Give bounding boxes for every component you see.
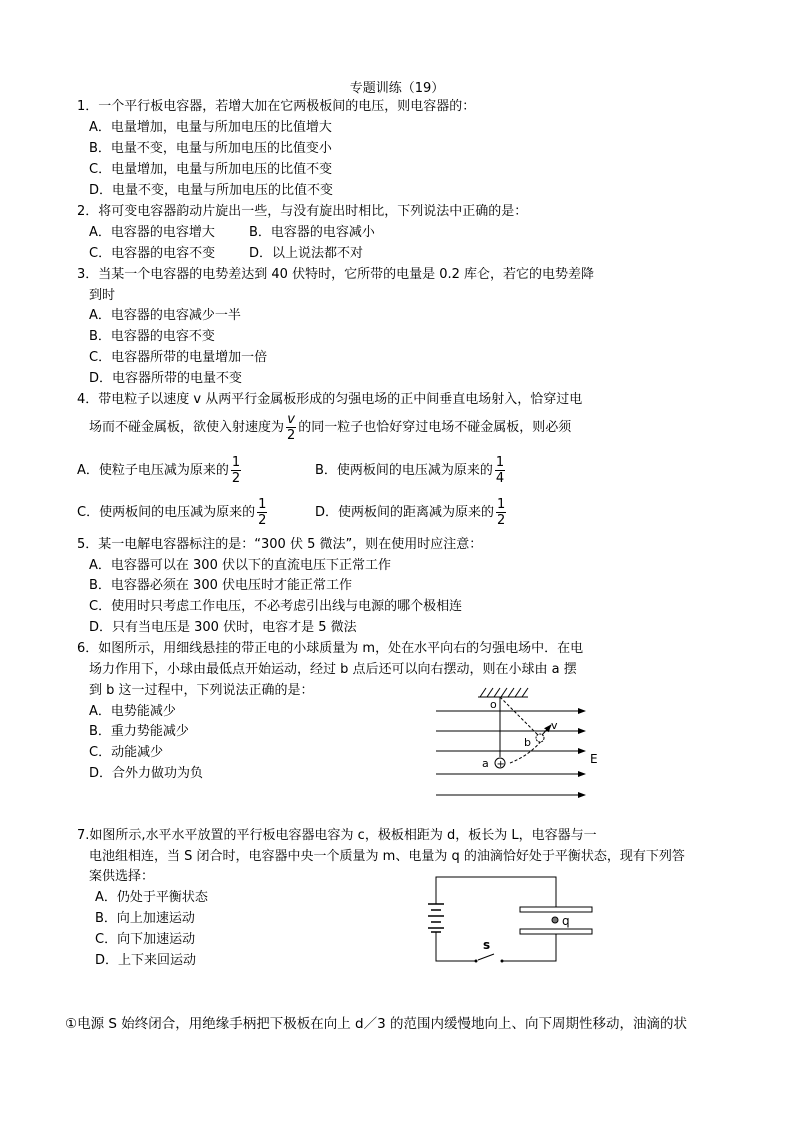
- question-1-option-b: B．电量不变，电量与所加电压的比值变小: [89, 141, 332, 156]
- question-5-stem: 5．某一电解电容器标注的是：“300 伏 5 微法”，则在使用时应注意：: [77, 537, 483, 552]
- capacitor-upper-plate: [520, 907, 592, 912]
- question-5-option-d: D．只有当电压是 300 伏时，电容才是 5 微法: [89, 620, 357, 635]
- circuit-wire-top: [436, 877, 556, 907]
- fraction-numerator: 1: [497, 497, 506, 512]
- label-a: a: [482, 757, 489, 770]
- question-6-stem-line3: 到 b 这一过程中，下列说法正确的是：: [89, 683, 314, 698]
- question-6-option-c: C．动能减少: [89, 745, 164, 760]
- question-2-option-b: B．电容器的电容减小: [249, 225, 375, 240]
- pendulum-string-displaced: [500, 697, 538, 735]
- question-4-stem-line2: [89, 412, 571, 444]
- label-v: v: [551, 719, 558, 732]
- question-2-option-c: C．电容器的电容不变: [89, 246, 216, 261]
- question-2-option-a: A．电容器的电容增大: [89, 225, 215, 240]
- switch-contact: [501, 960, 504, 963]
- ball-position-b: [536, 734, 544, 742]
- question-6-stem-line2: 场力作用下，小球由最低点开始运动，经过 b 点后还可以向右摆动，则在小球由 a 摆: [89, 662, 577, 677]
- fraction: [495, 455, 505, 486]
- question-1-stem: 1．一个平行板电容器，若增大加在它两极板间的电压，则电容器的：: [77, 99, 476, 114]
- fraction-denominator: 2: [231, 471, 241, 486]
- fraction-v-over-2: [286, 412, 296, 443]
- fraction: [231, 455, 241, 486]
- switch-lever: [478, 954, 494, 960]
- label-e: E: [590, 752, 598, 766]
- question-2-stem: 2．将可变电容器韵动片旋出一些，与没有旋出时相比，下列说法中正确的是：: [77, 204, 528, 219]
- oil-drop: [552, 917, 558, 923]
- circuit-wire-bottom: [436, 932, 476, 961]
- ceiling-hatching: [480, 688, 528, 697]
- question-7-option-b: B．向上加速运动: [95, 911, 195, 926]
- question-4-option-b: [315, 455, 507, 487]
- question-5-option-a: A．电容器可以在 300 伏以下的直流电压下正常工作: [89, 558, 391, 573]
- question-4-option-d: [315, 497, 508, 529]
- option-text: C．使两板间的电压减为原来的: [77, 505, 256, 520]
- label-s: s: [483, 938, 491, 952]
- question-6-option-b: B．重力势能减少: [89, 724, 189, 739]
- question-7-figure: [420, 868, 595, 966]
- question-7-stem-line3: 案供选择：: [89, 869, 155, 884]
- fraction: [496, 497, 506, 528]
- question-4-option-c: [77, 497, 269, 529]
- fraction-numerator: 1: [231, 455, 241, 470]
- question-5-option-c: C．使用时只考虑工作电压，不必考虑引出线与电源的哪个极相连: [89, 599, 463, 614]
- fraction-denominator: 4: [495, 471, 505, 486]
- fraction: [257, 497, 267, 528]
- question-2-option-d: D．以上说法都不对: [249, 246, 364, 261]
- question-7-option-a: A．仍处于平衡状态: [95, 890, 208, 905]
- battery-icon: [428, 904, 444, 932]
- question-7-stem-line2: 电池组相连，当 S 闭合时，电容器中央一个质量为 m、电量为 q 的油滴恰好处于平衡状态，现有下列答: [89, 849, 685, 864]
- fraction-numerator: 1: [258, 497, 267, 512]
- question-3-option-a: A．电容器的电容减少一半: [89, 308, 241, 323]
- question-6-option-a: A．电势能减少: [89, 704, 176, 719]
- fraction-numerator: v: [287, 412, 295, 427]
- label-b: b: [524, 736, 531, 749]
- question-6-stem-line1: 6．如图所示，用细线悬挂的带正电的小球质量为 m，处在水平向右的匀强电场中．在电: [77, 641, 584, 656]
- fraction-denominator: 2: [497, 513, 506, 528]
- option-text: B．使两板间的电压减为原来的: [315, 463, 493, 478]
- question-6-figure: [420, 685, 610, 800]
- circuit-wire-bottom-right: [502, 934, 556, 961]
- capacitor-lower-plate: [520, 929, 592, 934]
- option-text: D．使两板间的距离减为原来的: [315, 505, 495, 520]
- fraction-denominator: 2: [258, 513, 267, 528]
- question-1-option-d: D．电量不变，电量与所加电压的比值不变: [89, 183, 334, 198]
- question-3-stem-line2: 到时: [89, 288, 116, 303]
- label-o: o: [490, 698, 497, 711]
- charge-sign: +: [496, 759, 505, 770]
- velocity-arrow: [542, 725, 551, 735]
- question-4-stem-pre: 场而不碰金属板，欲使入射速度为: [89, 420, 285, 435]
- question-4-option-a: [77, 455, 243, 487]
- option-text: A．使粒子电压减为原来的: [77, 463, 229, 478]
- label-q: q: [562, 914, 570, 928]
- question-3-option-d: D．电容器所带的电量不变: [89, 371, 243, 386]
- switch-contact: [475, 960, 478, 963]
- question-3-option-b: B．电容器的电容不变: [89, 329, 215, 344]
- question-7-stem-line1: 7.如图所示,水平水平放置的平行板电容器电容为 c，极板相距为 d，板长为 L，电容器与一: [77, 828, 597, 843]
- question-3-option-c: C．电容器所带的电量增加一倍: [89, 350, 268, 365]
- question-4-stem-line1: 4．带电粒子以速度 v 从两平行金属板形成的匀强电场的正中间垂直电场射入，恰穿过电: [77, 392, 583, 407]
- fraction-denominator: 2: [287, 428, 296, 443]
- question-7-option-d: D．上下来回运动: [95, 953, 197, 968]
- question-3-stem-line1: 3．当某一个电容器的电势差达到 40 伏特时，它所带的电量是 0.2 库仑，若它的电势差降: [77, 267, 595, 282]
- question-6-option-d: D．合外力做功为负: [89, 766, 204, 781]
- question-7-option-c: C．向下加速运动: [95, 932, 196, 947]
- page-title: 专题训练（19）: [349, 81, 445, 96]
- question-4-stem-post: 的同一粒子也恰好穿过电场不碰金属板，则必须: [298, 420, 572, 435]
- question-7-part-1: ①电源 S 始终闭合，用绝缘手柄把下极板在向上 d／3 的范围内缓慢地向上、向下周期性移动，油滴的状: [65, 1016, 687, 1032]
- fraction-numerator: 1: [495, 455, 505, 470]
- question-1-option-a: A．电量增加，电量与所加电压的比值增大: [89, 120, 332, 135]
- question-1-option-c: C．电量增加，电量与所加电压的比值不变: [89, 162, 333, 177]
- question-5-option-b: B．电容器必须在 300 伏电压时才能正常工作: [89, 578, 352, 593]
